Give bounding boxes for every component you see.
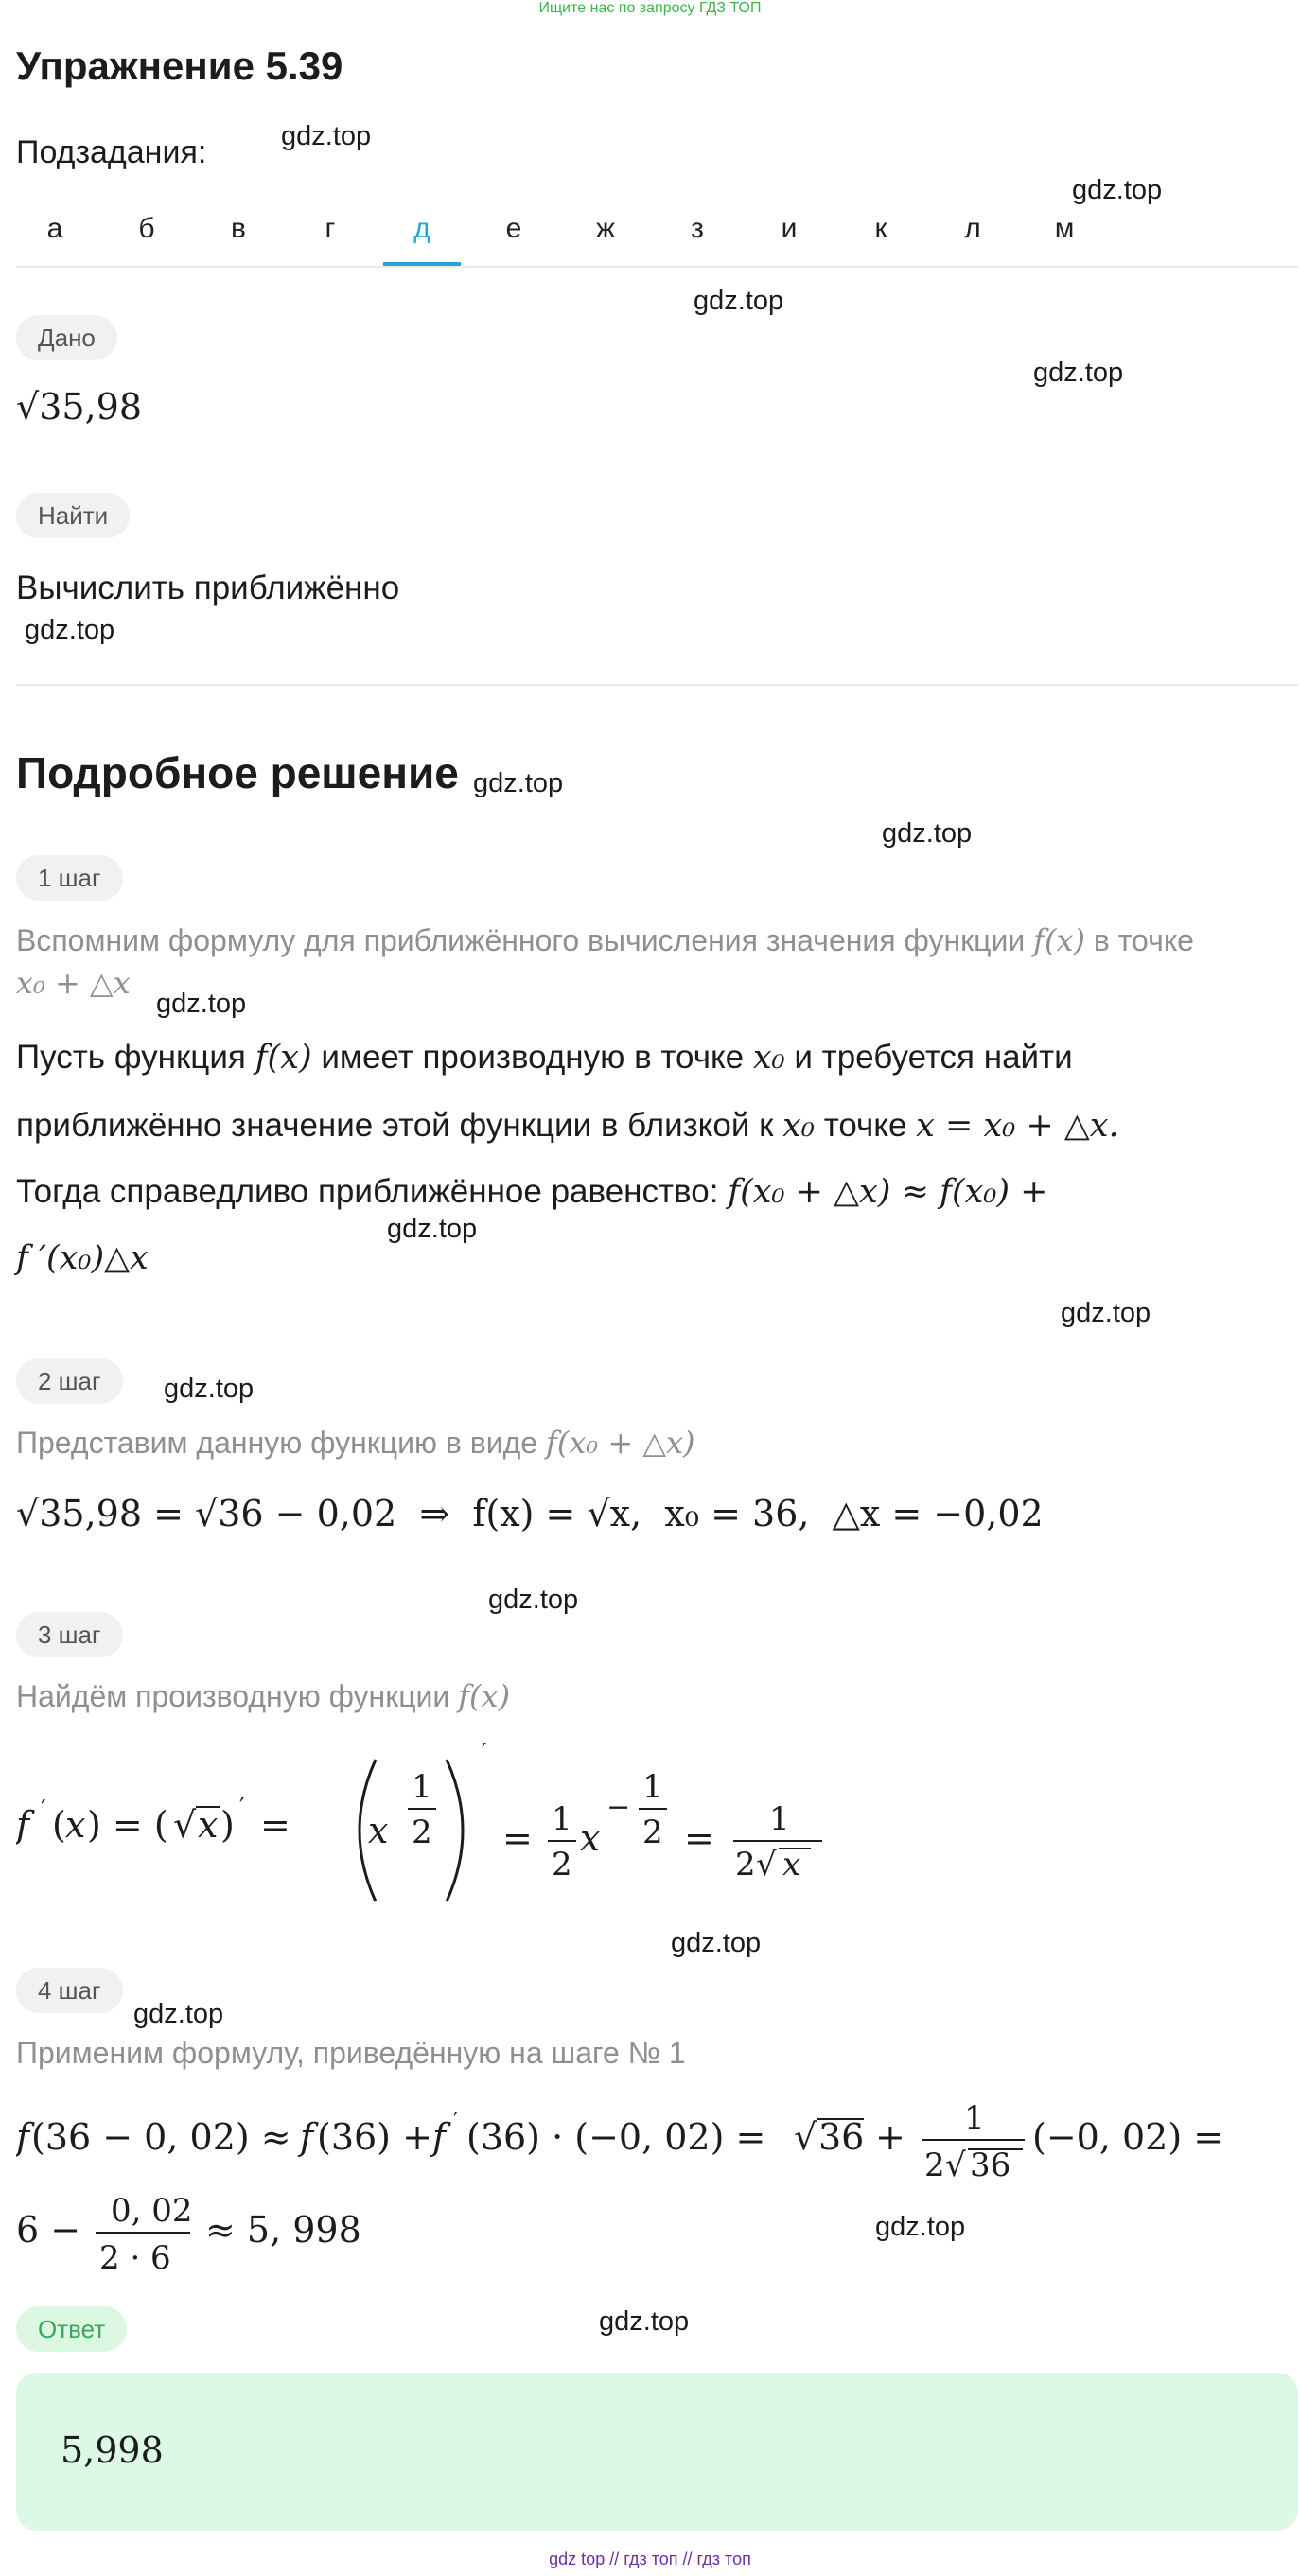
- svg-text:√: √: [945, 2147, 966, 2184]
- tab-i[interactable]: и: [781, 213, 798, 244]
- tab-e[interactable]: е: [505, 213, 522, 244]
- footer-links[interactable]: gdz top // гдз топ // гдз топ: [549, 2550, 751, 2568]
- tab-m[interactable]: м: [1054, 213, 1075, 244]
- watermark: gdz.top: [882, 818, 973, 849]
- tab-v[interactable]: в: [231, 213, 246, 244]
- watermark: gdz.top: [1033, 358, 1124, 388]
- answer-value: 5,998: [61, 2429, 164, 2471]
- watermark: gdz.top: [473, 768, 564, 798]
- step-heading: Представим данную функцию в виде f(x₀ + △x): [16, 1425, 695, 1461]
- svg-text:′: ′: [41, 1796, 46, 1822]
- step-chip: 4 шаг: [16, 1968, 123, 2013]
- svg-text:36: 36: [970, 2147, 1011, 2184]
- top-note: Ищите нас по запросу ГДЗ ТОП: [538, 0, 762, 16]
- derivative-formula: [16, 1731, 868, 1920]
- watermark: gdz.top: [694, 286, 784, 316]
- subtask-tabs: [16, 194, 1298, 268]
- watermark: gdz.top: [281, 121, 372, 151]
- svg-text:2: 2: [924, 2147, 945, 2184]
- active-tab-indicator: [383, 262, 461, 266]
- svg-text:(36) +: (36) +: [317, 2116, 432, 2158]
- answer-chip: Ответ: [16, 2306, 127, 2352]
- svg-text:′: ′: [482, 1739, 487, 1765]
- svg-text:√: √: [173, 1804, 197, 1846]
- watermark: gdz.top: [599, 2306, 690, 2337]
- svg-text:f: f: [432, 2116, 447, 2158]
- tab-l[interactable]: л: [964, 213, 981, 244]
- svg-text:1: 1: [552, 1800, 572, 1838]
- given-chip: Дано: [16, 315, 117, 360]
- svg-text:2: 2: [552, 1846, 572, 1884]
- solution-title: Подробное решение: [16, 748, 459, 797]
- step-formula: √35,98 = √36 − 0,02 ⇒ f(x) = √x, x₀ = 36, △x = −0,02: [16, 1493, 1044, 1534]
- svg-text:f: f: [300, 2116, 314, 2158]
- svg-text:(36 − 0, 02) ≈: (36 − 0, 02) ≈: [31, 2116, 291, 2158]
- answer-box: [16, 2373, 1298, 2531]
- watermark: gdz.top: [387, 1214, 478, 1244]
- svg-text:1: 1: [642, 1768, 663, 1806]
- svg-text:36: 36: [818, 2116, 865, 2158]
- svg-text:) = (: ) = (: [87, 1804, 168, 1846]
- svg-text:′: ′: [453, 2108, 459, 2134]
- svg-text:′: ′: [239, 1794, 245, 1820]
- page-title: Упражнение 5.39: [16, 44, 343, 88]
- find-chip: Найти: [16, 493, 130, 538]
- step-text: Пусть функция f(x) имеет производную в точке x₀ и требуется найти: [16, 1039, 1073, 1077]
- step-formula: f ′(x₀)△x: [16, 1239, 149, 1277]
- divider: [16, 684, 1298, 686]
- step-text: приближённо значение этой функции в близкой к x₀ точке x = x₀ + △x.: [16, 1107, 1119, 1145]
- tab-zh[interactable]: ж: [595, 213, 616, 244]
- derivative-formula-graphic: [16, 1731, 868, 1920]
- step-heading: Найдём производную функции f(x): [16, 1678, 511, 1714]
- svg-text:x: x: [368, 1810, 389, 1851]
- tab-d[interactable]: д: [413, 213, 430, 244]
- svg-text:(36) · (−0, 02) =: (36) · (−0, 02) =: [466, 2116, 766, 2158]
- watermark: gdz.top: [1072, 175, 1163, 205]
- watermark: gdz.top: [1061, 1298, 1151, 1328]
- svg-text:1: 1: [964, 2099, 985, 2137]
- svg-text:(−0, 02) =: (−0, 02) =: [1032, 2116, 1224, 2158]
- step-chip: 2 шаг: [16, 1358, 123, 1404]
- tab-k[interactable]: к: [874, 213, 887, 244]
- step-heading: Вспомним формулу для приближённого вычисления значения функции f(x) в точке: [16, 922, 1194, 958]
- final-calculation: [16, 2081, 1284, 2280]
- svg-text:): ): [220, 1804, 235, 1846]
- subtasks-label: Подзадания:: [16, 134, 207, 170]
- watermark: gdz.top: [156, 989, 247, 1019]
- watermark: gdz.top: [488, 1585, 579, 1615]
- svg-text:=: =: [260, 1804, 290, 1846]
- svg-text:f: f: [16, 1804, 30, 1846]
- svg-text:+: +: [875, 2116, 905, 2158]
- tab-z[interactable]: з: [691, 213, 704, 244]
- svg-text:=: =: [684, 1817, 714, 1859]
- svg-text:√: √: [756, 1846, 777, 1884]
- svg-text:6 −: 6 −: [16, 2209, 81, 2251]
- svg-text:x: x: [198, 1804, 219, 1846]
- svg-text:=: =: [502, 1817, 533, 1859]
- tab-a[interactable]: а: [46, 213, 63, 244]
- tab-g[interactable]: г: [325, 213, 336, 244]
- watermark: gdz.top: [25, 615, 115, 645]
- svg-text:2: 2: [412, 1814, 432, 1851]
- svg-text:2 · 6: 2 · 6: [99, 2239, 171, 2277]
- final-calculation-graphic: [16, 2081, 1284, 2280]
- svg-text:−: −: [606, 1791, 631, 1824]
- step-heading-point: x₀ + △x: [16, 965, 131, 1001]
- svg-text:x: x: [580, 1817, 601, 1859]
- svg-text:x: x: [782, 1846, 801, 1884]
- svg-text:f: f: [16, 2116, 30, 2158]
- svg-text:1: 1: [412, 1768, 432, 1806]
- step-chip: 3 шаг: [16, 1612, 123, 1657]
- step-heading: Применим формулу, приведённую на шаге № 1: [16, 2036, 686, 2070]
- watermark: gdz.top: [164, 1374, 255, 1404]
- tab-b[interactable]: б: [138, 213, 155, 244]
- svg-text:2: 2: [642, 1814, 663, 1851]
- given-expression: √35,98: [16, 386, 142, 428]
- svg-text:1: 1: [769, 1800, 790, 1838]
- svg-text:√: √: [794, 2116, 817, 2158]
- step-text: Тогда справедливо приближённое равенство: f(x₀ + △x) ≈ f(x₀) +: [16, 1173, 1048, 1211]
- svg-text:2: 2: [735, 1846, 756, 1884]
- find-text: Вычислить приближённо: [16, 570, 400, 606]
- svg-text:0, 02: 0, 02: [111, 2192, 193, 2230]
- watermark: gdz.top: [875, 2212, 966, 2242]
- svg-text:(: (: [52, 1804, 66, 1846]
- step-chip: 1 шаг: [16, 855, 123, 901]
- watermark: gdz.top: [671, 1928, 762, 1958]
- svg-text:x: x: [65, 1804, 86, 1846]
- watermark: gdz.top: [133, 1999, 224, 2029]
- svg-text:≈ 5, 998: ≈ 5, 998: [205, 2209, 361, 2251]
